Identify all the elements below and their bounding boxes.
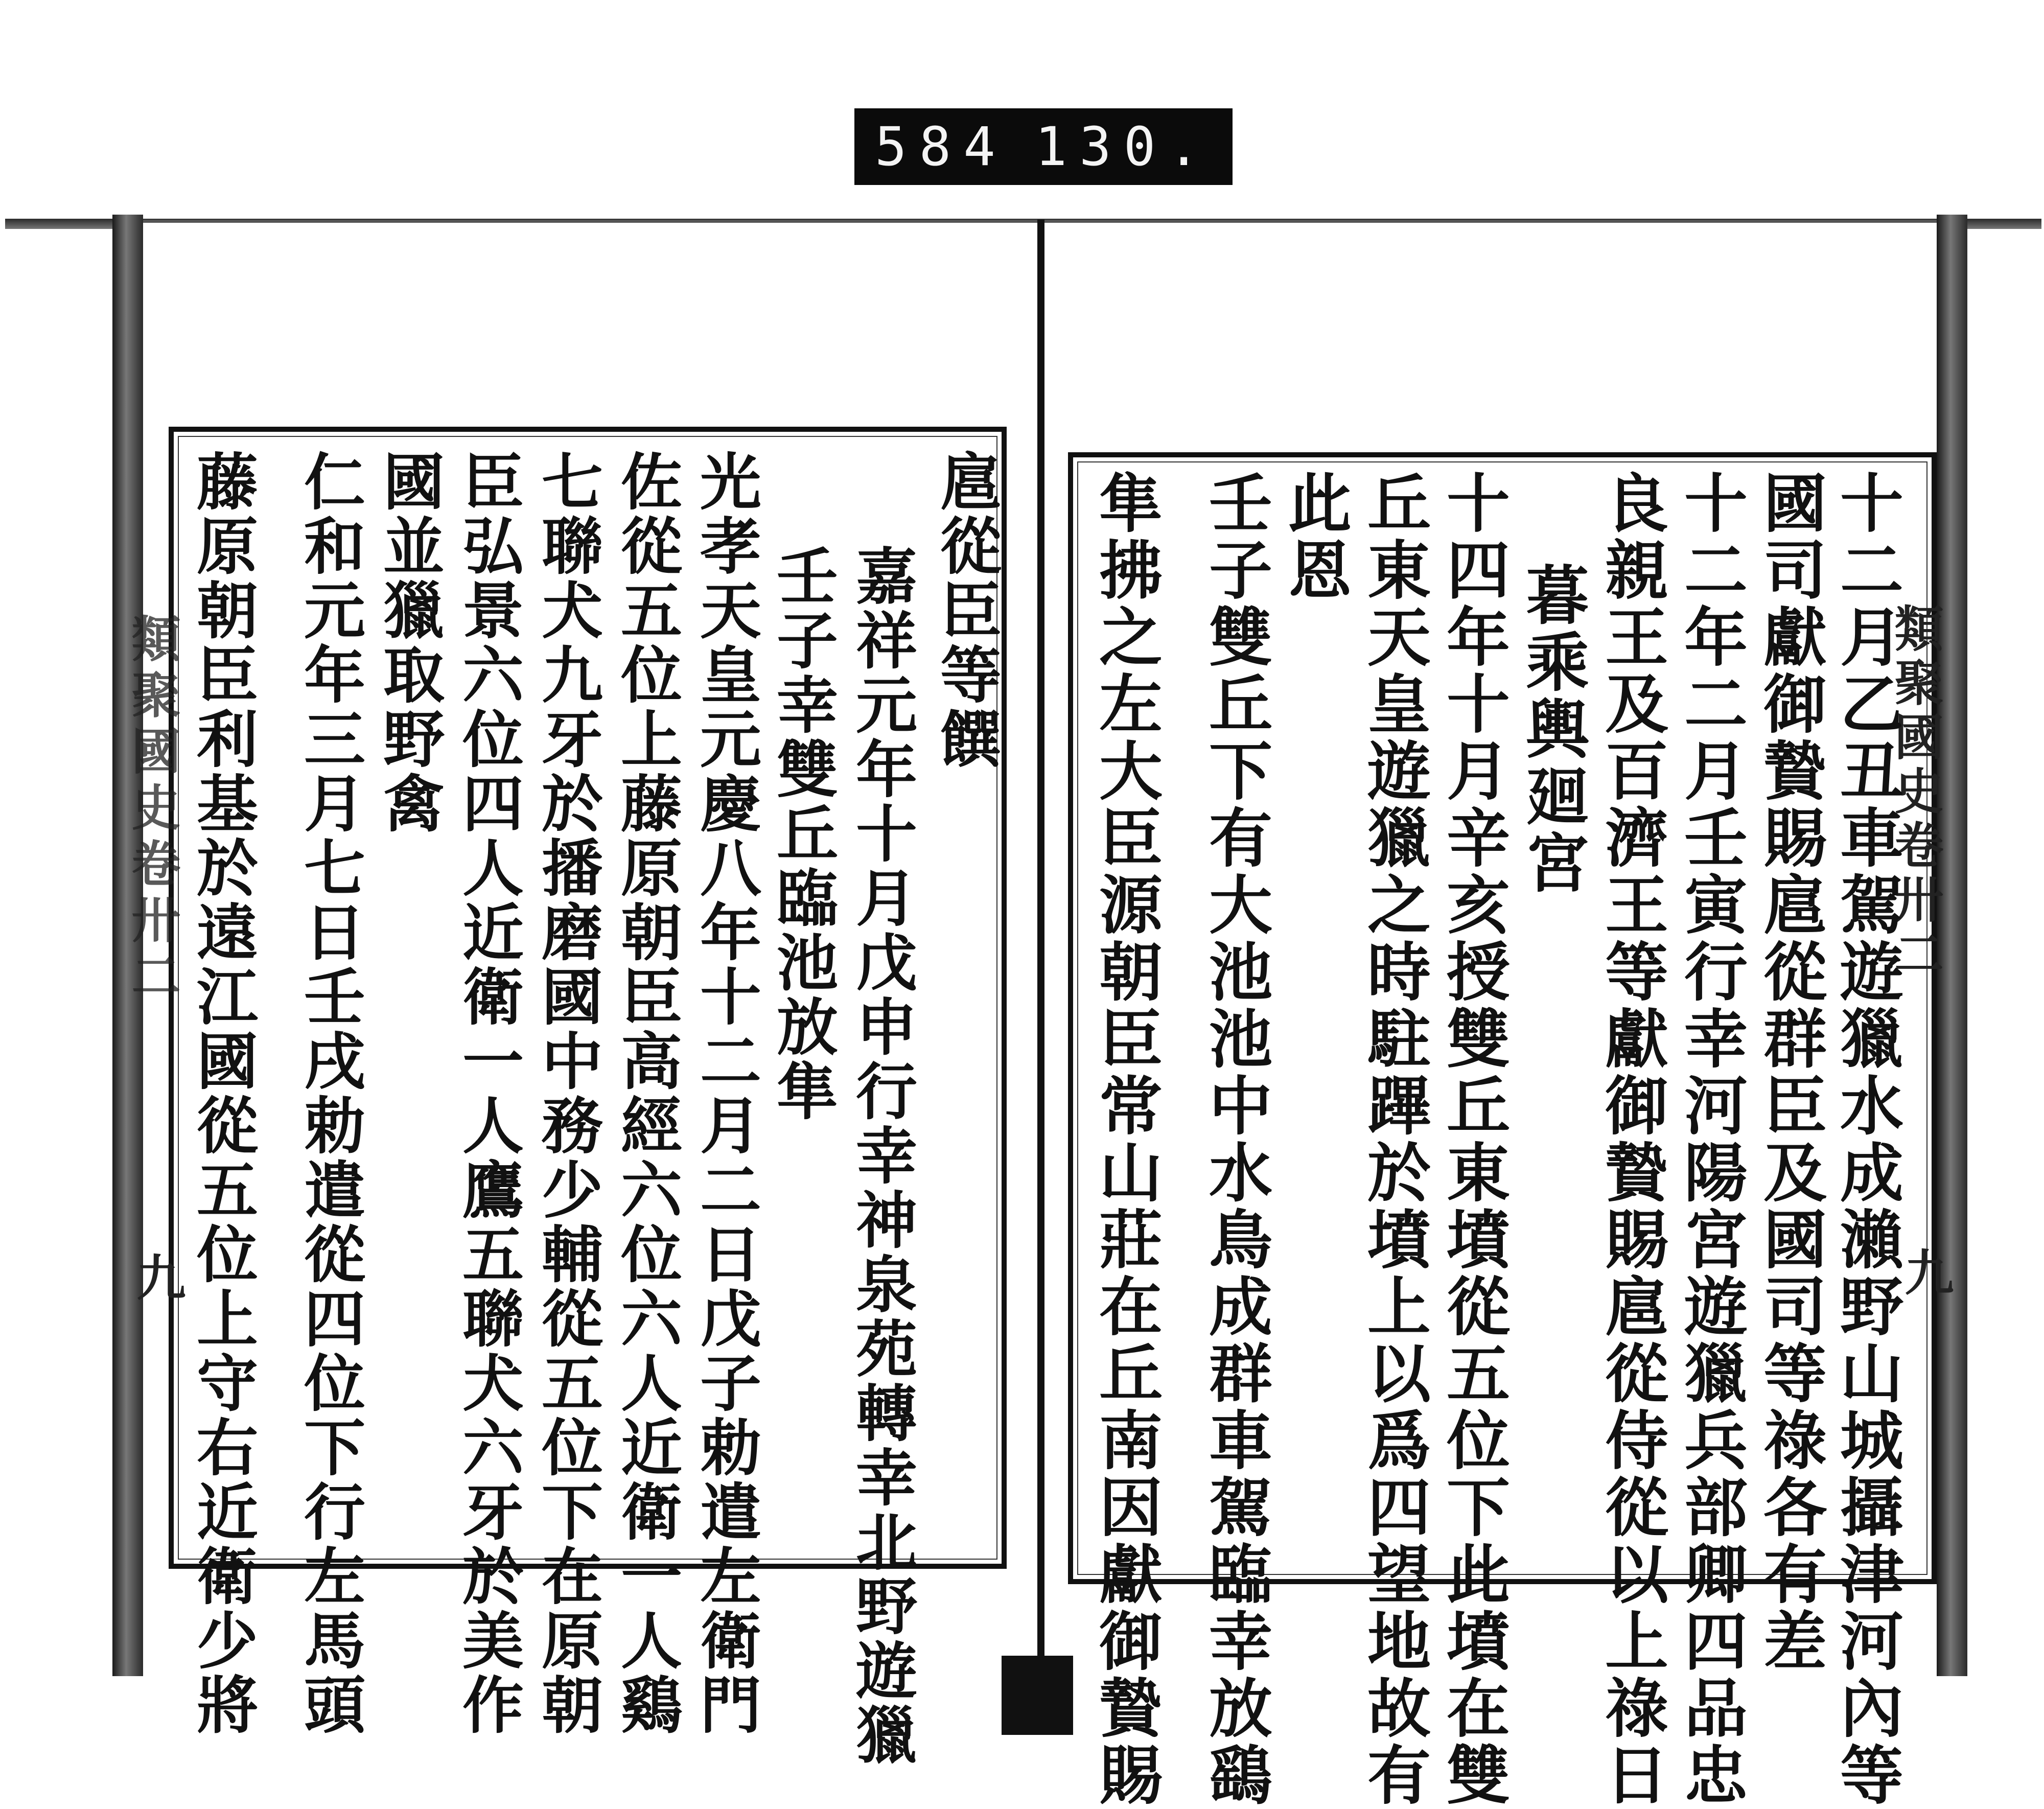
catalog-label bbox=[854, 108, 1233, 185]
right-column-10: 隼拂之左大臣源朝臣常山莊在丘南因獻御贄賜 bbox=[1088, 470, 1163, 1809]
right-column-8: 此恩 bbox=[1278, 470, 1352, 604]
left-column-8: 國並獵取野禽 bbox=[373, 450, 445, 836]
right-page-number: 九 bbox=[1897, 1247, 1955, 1296]
book-spine-foot bbox=[1002, 1656, 1073, 1735]
right-column-7: 丘東天皇遊獵之時駐蹕於墳上以爲四望地故有 bbox=[1357, 470, 1431, 1809]
left-column-10: 藤原朝臣利基於遠江國從五位上守右近衛少將 bbox=[187, 450, 259, 1737]
left-column-5: 佐從五位上藤原朝臣高經六位六人近衛一人鷄 bbox=[611, 450, 683, 1737]
left-page-number: 九 bbox=[129, 1252, 187, 1301]
catalog-label-left: 584 bbox=[875, 115, 1008, 178]
right-column-4: 良親王及百濟王等獻御贄賜扈從侍從以上祿日 bbox=[1594, 470, 1668, 1809]
book-gutter bbox=[1037, 220, 1044, 1691]
right-column-6: 十四年十月辛亥授雙丘東墳從五位下此墳在雙 bbox=[1436, 470, 1510, 1809]
right-column-2: 國司獻御贄賜扈從群臣及國司等祿各有差 bbox=[1753, 470, 1827, 1675]
left-column-2: 嘉祥元年十月戊申行幸神泉苑轉幸北野遊獵 bbox=[846, 544, 918, 1768]
right-column-3: 十二年二月壬寅行幸河陽宮遊獵兵部卿四品忠 bbox=[1674, 470, 1748, 1809]
left-column-3: 壬子幸雙丘臨池放隼 bbox=[766, 544, 839, 1124]
left-column-6: 七聯犬九牙於播磨國中務少輔從五位下在原朝 bbox=[531, 450, 603, 1737]
left-margin-title: 類聚國史卷卅二 bbox=[124, 613, 181, 1007]
right-margin-title: 類聚國史卷卅二 bbox=[1887, 603, 1944, 982]
right-column-1: 十二月乙丑車駕遊獵水成瀨野山城攝津河內等 bbox=[1829, 470, 1903, 1809]
catalog-label-right: 130. bbox=[1035, 115, 1212, 178]
right-column-5: 暮乘輿廻宮 bbox=[1515, 562, 1589, 897]
left-column-9: 仁和元年三月七日壬戌勅遣從四位下行左馬頭 bbox=[294, 450, 366, 1737]
left-column-1: 扈從臣等饌 bbox=[930, 450, 1002, 772]
left-column-7: 臣弘景六位四人近衛一人鷹五聯犬六牙於美作 bbox=[452, 450, 524, 1737]
left-column-4: 光孝天皇元慶八年十二月二日戊子勅遣左衛門 bbox=[690, 450, 762, 1737]
right-column-9: 壬子雙丘下有大池池中水鳥成群車駕臨幸放鷂 bbox=[1198, 470, 1272, 1809]
